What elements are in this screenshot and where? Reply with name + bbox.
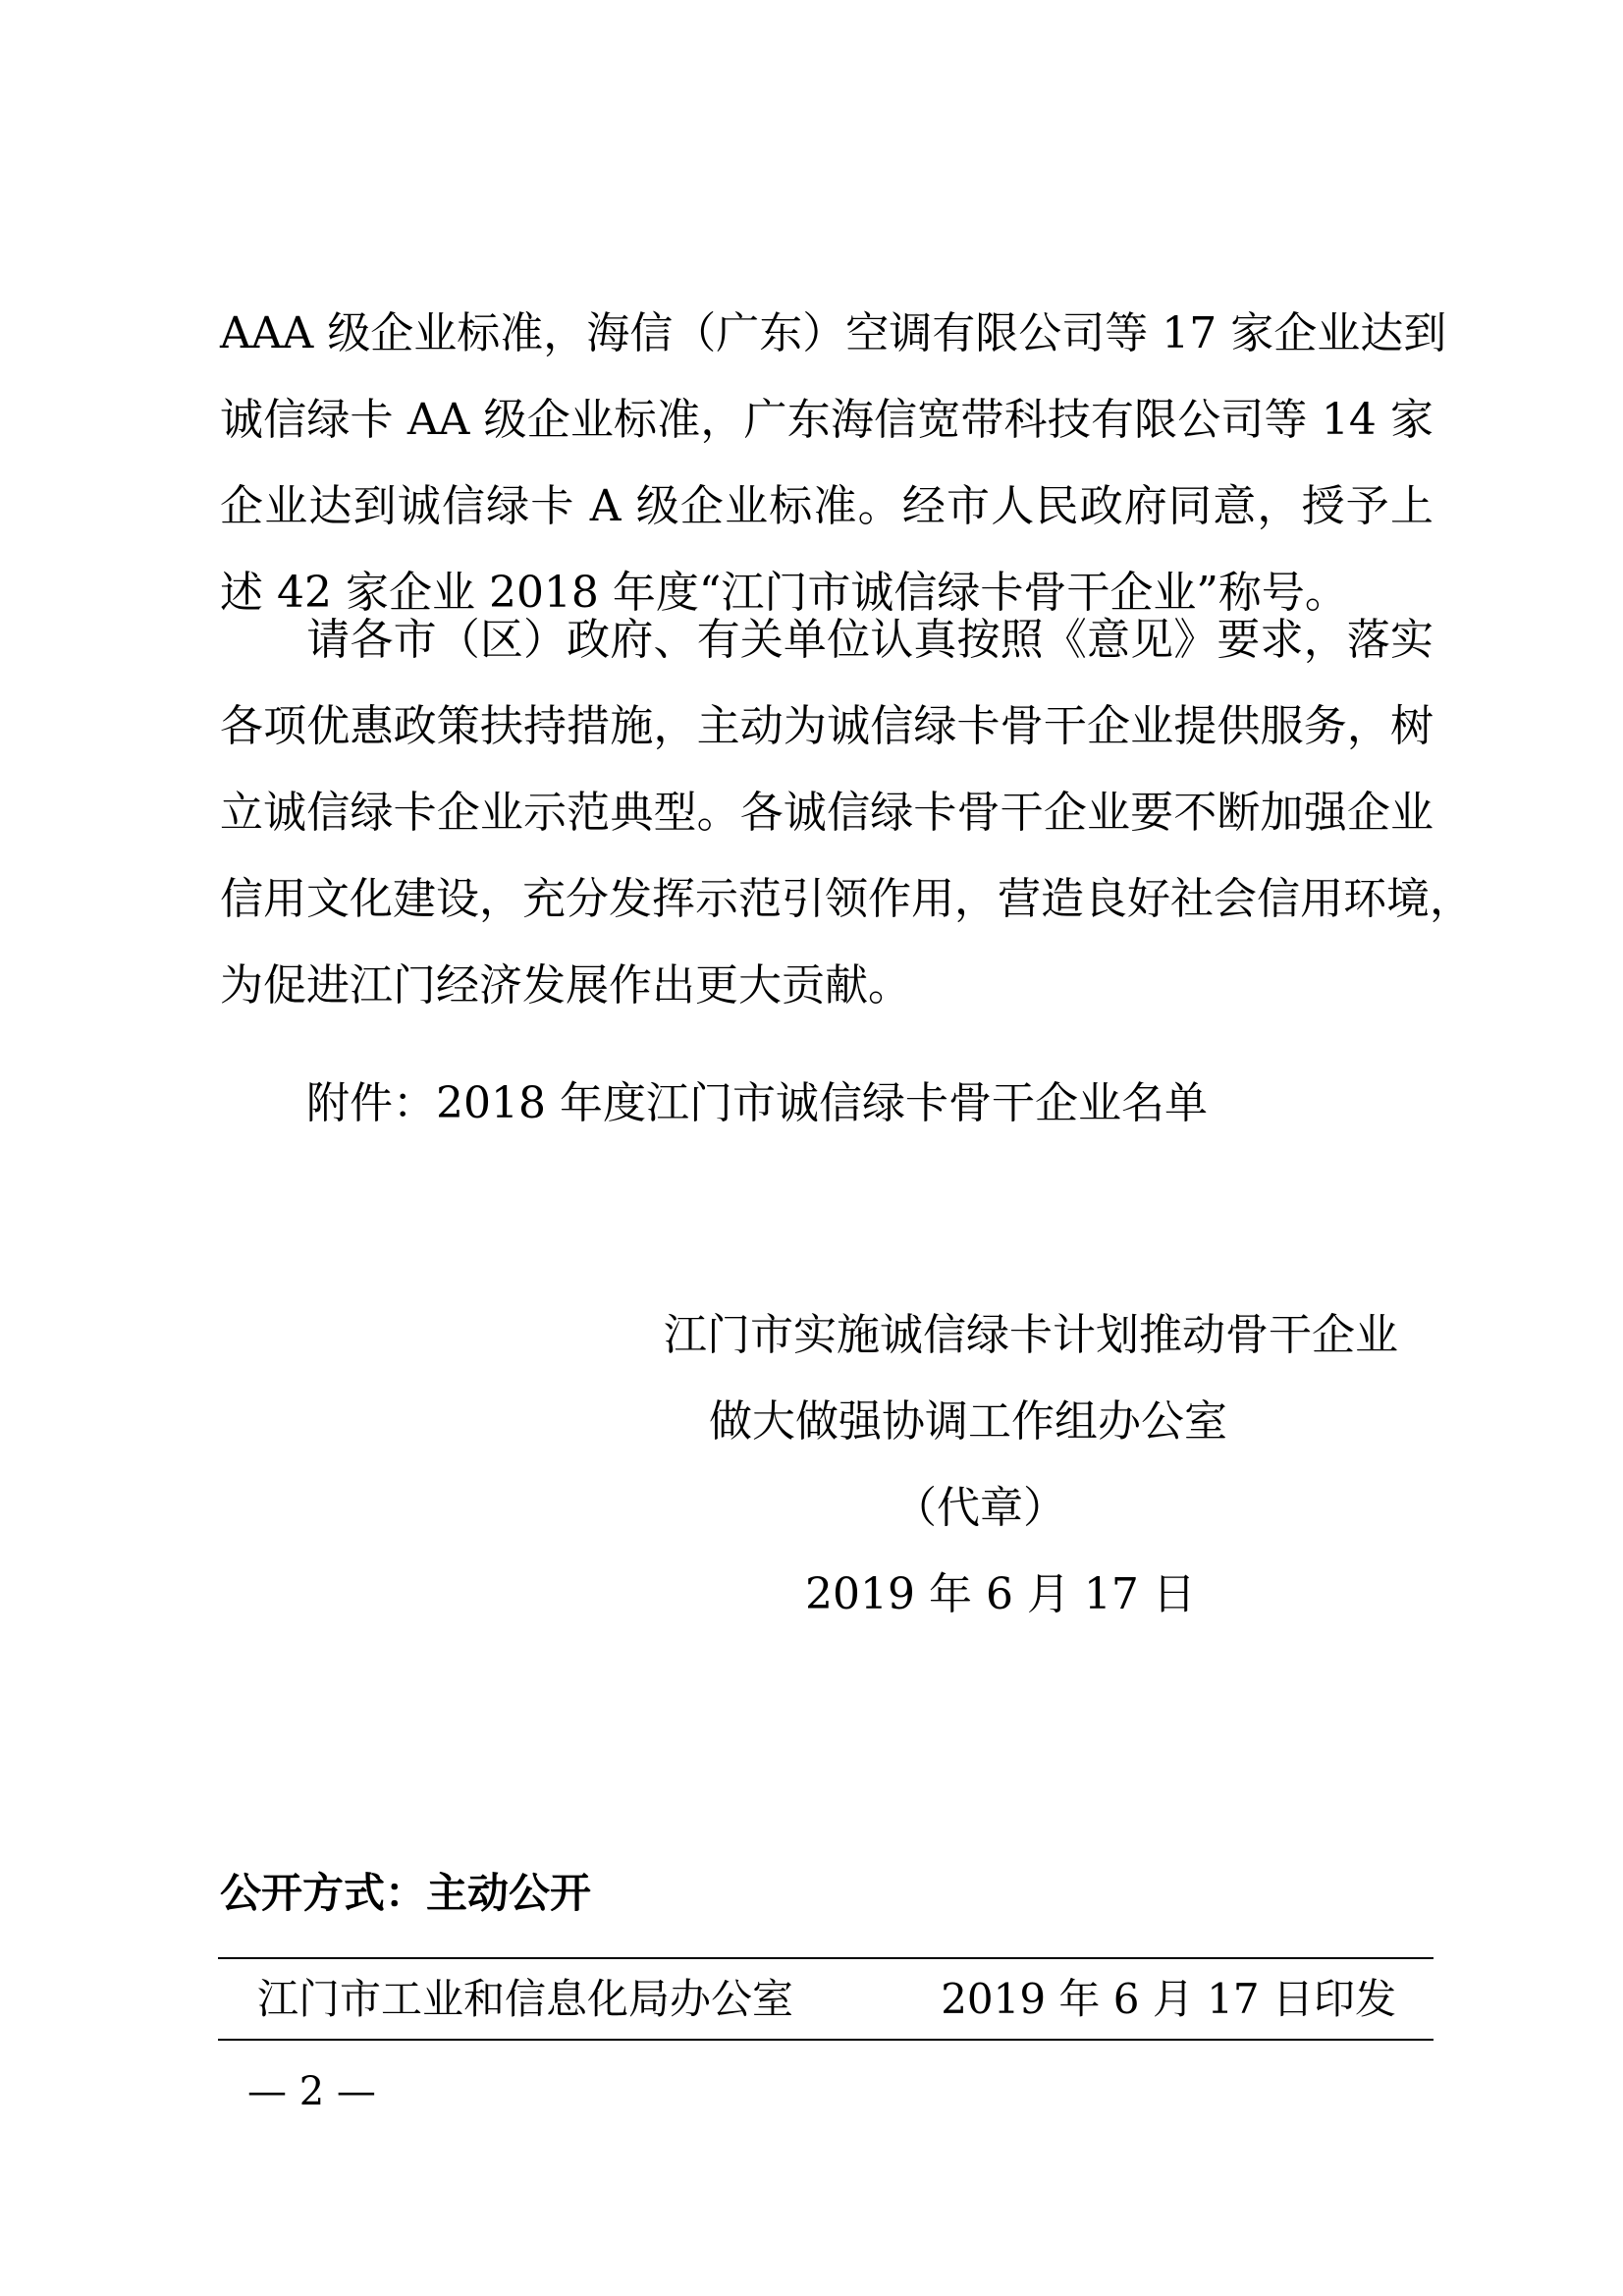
footer-rule-bottom (218, 2039, 1434, 2041)
signature-org-line-2: 做大做强协调工作组办公室 (709, 1396, 1227, 1447)
paragraph-line: AAA 级企业标准，海信（广东）空调有限公司等 17 家企业达到 (220, 308, 1447, 358)
attachment-note: 附件：2018 年度江门市诚信绿卡骨干企业名单 (306, 1078, 1208, 1128)
paragraph-requirements (220, 597, 1473, 1029)
print-date: 2019 年 6 月 17 日印发 (941, 1975, 1396, 2023)
paragraph-line: 请各市（区）政府、有关单位认真按照《意见》要求，落实 (220, 615, 1434, 665)
paragraph-line: 信用文化建设，充分发挥示范引领作用，营造良好社会信用环境， (220, 874, 1473, 924)
paragraph-line: 企业达到诚信绿卡 A 级企业标准。经市人民政府同意，授予上 (220, 481, 1434, 531)
paragraph-line: 各项优惠政策扶持措施，主动为诚信绿卡骨干企业提供服务，树 (220, 701, 1434, 751)
paragraph-line: 为促进江门经济发展作出更大贡献。 (220, 960, 911, 1011)
disclosure-method: 公开方式：主动公开 (220, 1869, 592, 1917)
footer-rule-top (218, 1957, 1434, 1959)
issuer-row (257, 1968, 1396, 2031)
issuer-office: 江门市工业和信息化局办公室 (257, 1975, 794, 2023)
signature-org-line-1: 江门市实施诚信绿卡计划推动骨干企业 (664, 1310, 1398, 1360)
paragraph-line: 诚信绿卡 AA 级企业标准，广东海信宽带科技有限公司等 14 家 (220, 395, 1434, 445)
paragraph-enterprise-levels (220, 291, 1447, 636)
signature-seal-note: （代章） (893, 1483, 1066, 1533)
paragraph-line: 立诚信绿卡企业示范典型。各诚信绿卡骨干企业要不断加强企业 (220, 788, 1434, 838)
signature-block (628, 1292, 1434, 1638)
signature-date: 2019 年 6 月 17 日 (805, 1569, 1196, 1619)
page-number: — 2 — (247, 2069, 376, 2114)
paragraph-line: 述 42 家企业 2018 年度“江门市诚信绿卡骨干企业”称号。 (220, 568, 1348, 618)
